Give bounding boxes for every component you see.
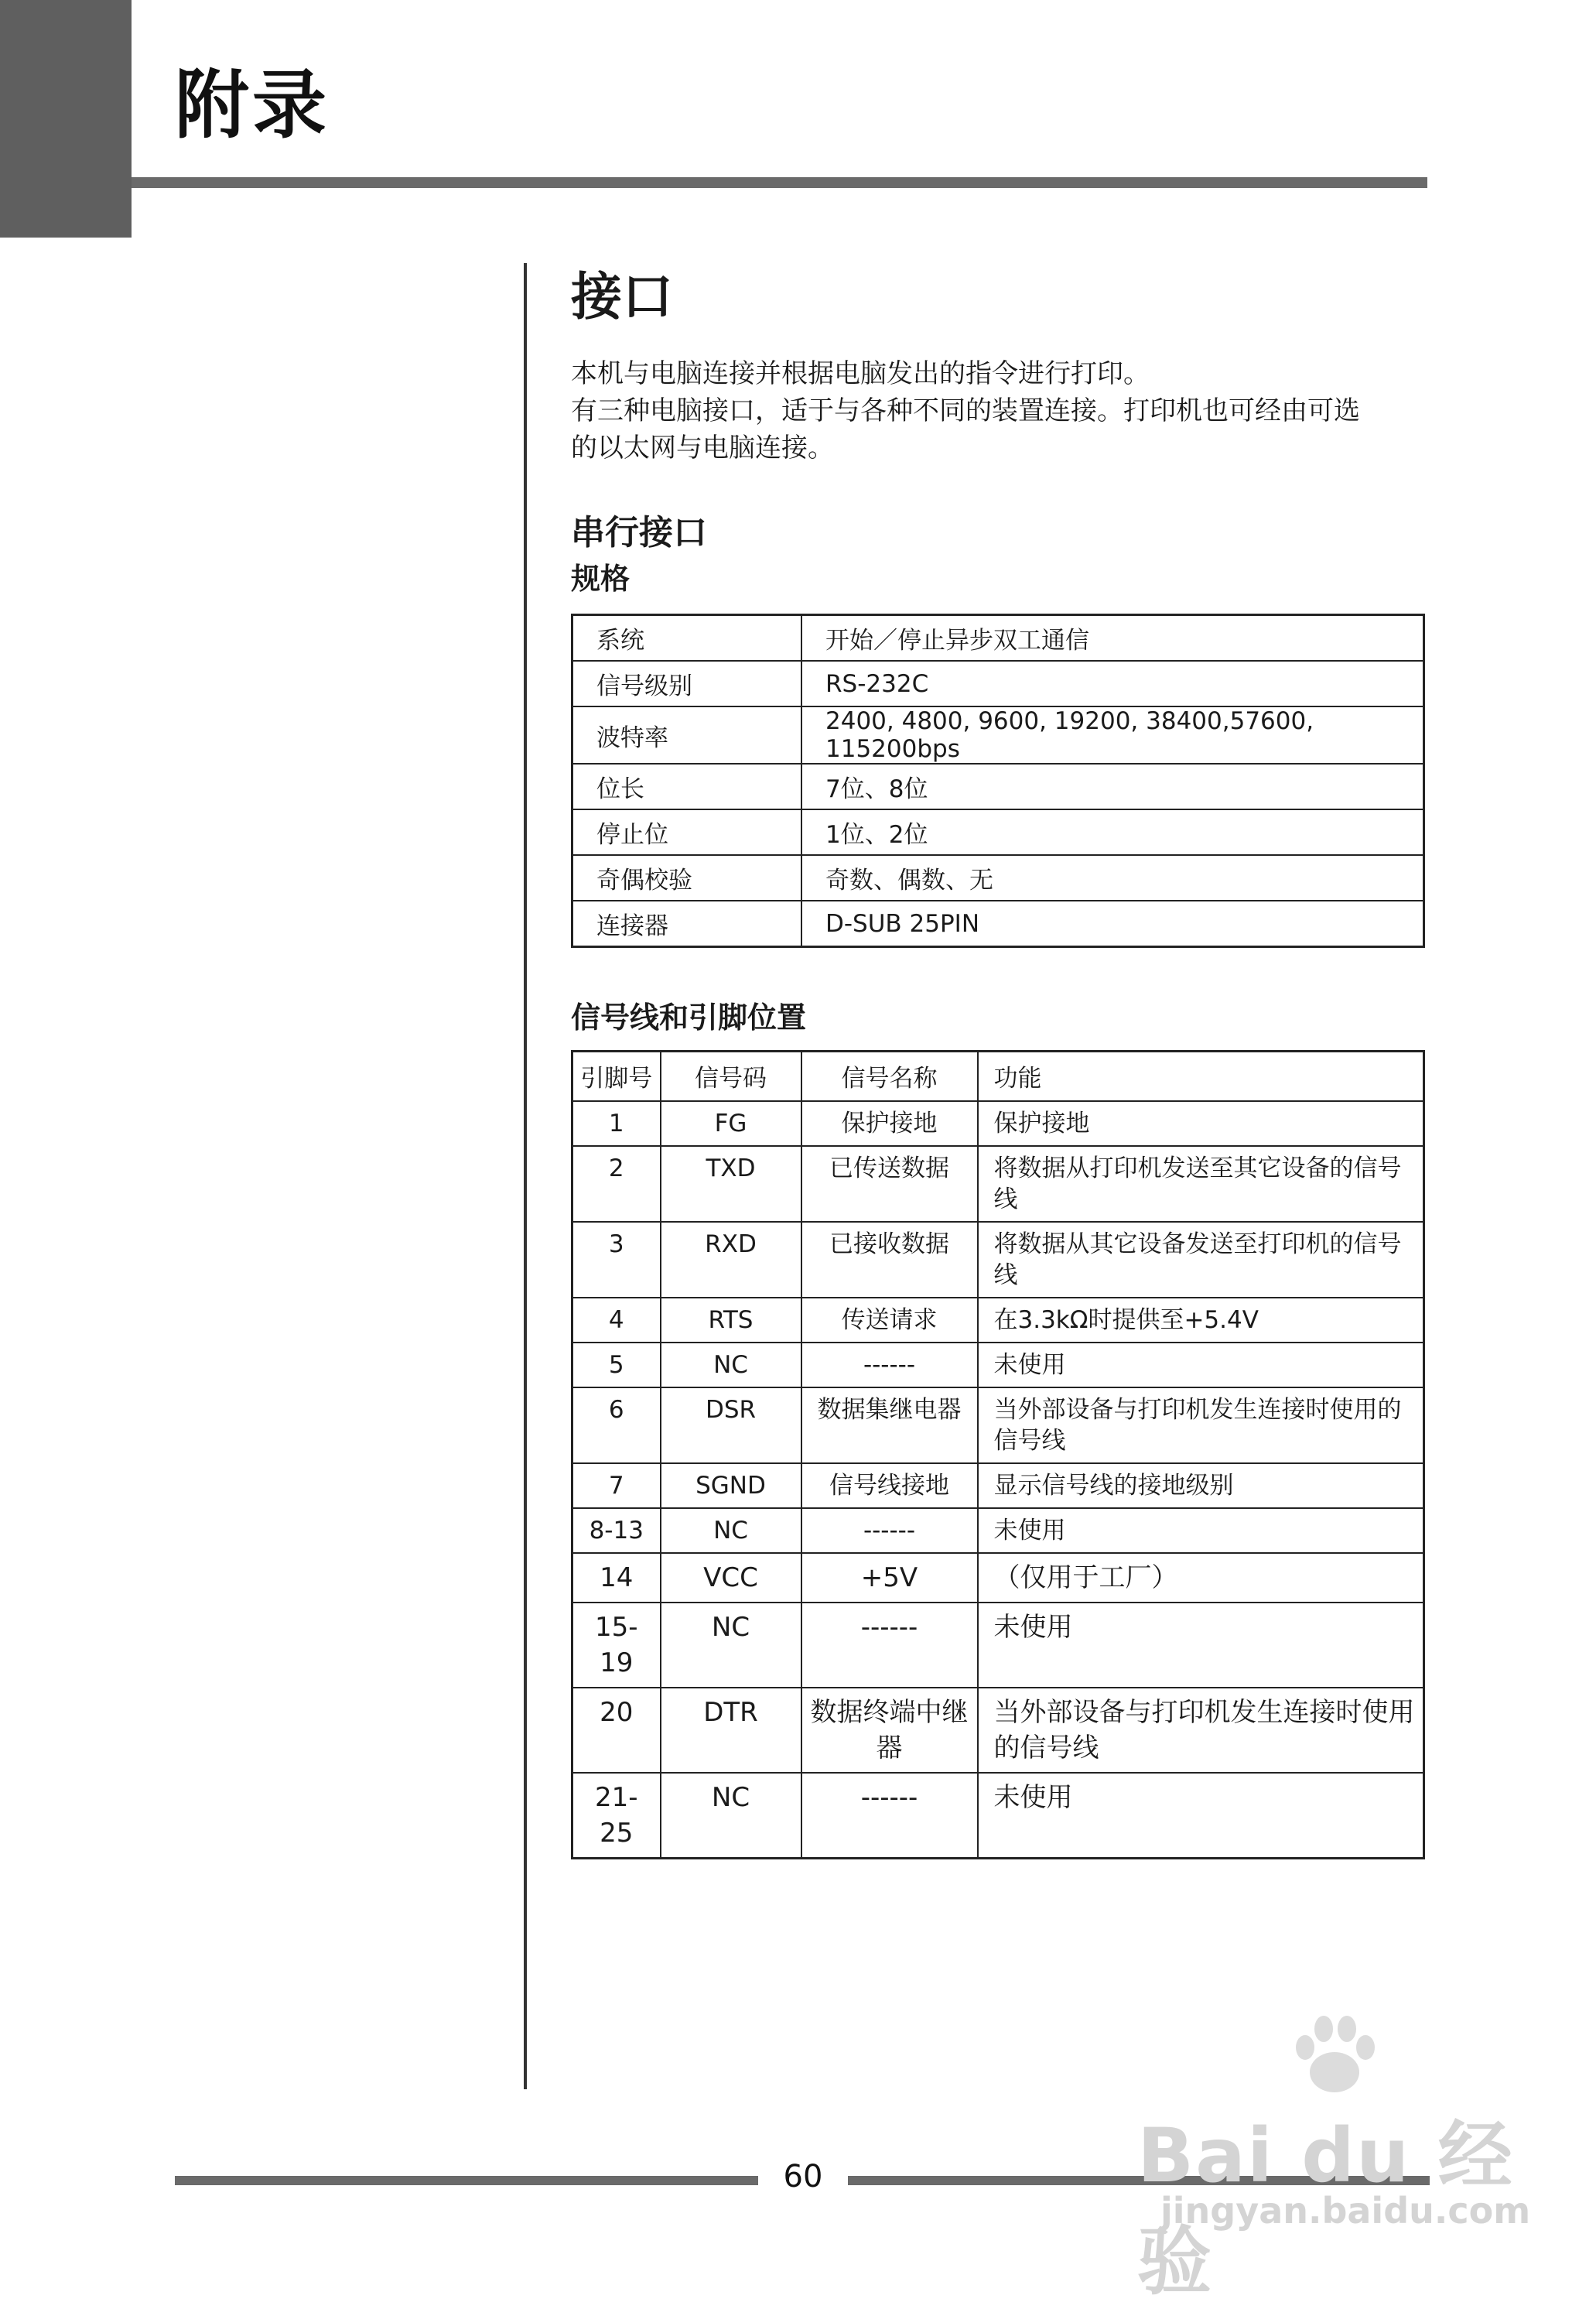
spec-key: 信号级别	[572, 661, 802, 706]
serial-interface-title: 串行接口	[571, 513, 707, 553]
spec-label: 规格	[571, 561, 631, 596]
section-title: 接口	[571, 267, 673, 327]
signal-code: NC	[661, 1773, 801, 1859]
table-row	[572, 1553, 1424, 1603]
signal-code: FG	[661, 1101, 801, 1146]
pin-number: 6	[572, 1387, 661, 1463]
page-number: 60	[783, 2159, 823, 2194]
header-code: 信号码	[661, 1051, 801, 1101]
pin-number: 20	[572, 1688, 661, 1773]
spec-table	[571, 614, 1425, 948]
intro-line: 本机与电脑连接并根据电脑发出的指令进行打印。	[571, 358, 1150, 390]
signal-function: 在3.3kΩ时提供至+5.4V	[978, 1298, 1424, 1343]
signal-name: ------	[801, 1343, 978, 1387]
margin-rule	[524, 263, 527, 2089]
signal-code: NC	[661, 1343, 801, 1387]
chapter-title: 附录	[175, 62, 330, 149]
pin-number: 7	[572, 1463, 661, 1508]
spec-value: 7位、8位	[801, 764, 1424, 809]
header-rule	[132, 177, 1427, 188]
spec-row	[572, 855, 1424, 901]
table-row	[572, 1146, 1424, 1222]
signal-function: 将数据从打印机发送至其它设备的信号线	[978, 1146, 1424, 1222]
pin-number: 5	[572, 1343, 661, 1387]
signal-name: 传送请求	[801, 1298, 978, 1343]
signal-name: ------	[801, 1773, 978, 1859]
signal-name: 已传送数据	[801, 1146, 978, 1222]
pin-number: 21-25	[572, 1773, 661, 1859]
pin-number: 8-13	[572, 1508, 661, 1553]
spec-row	[572, 706, 1424, 764]
spec-key: 奇偶校验	[572, 855, 802, 901]
spec-value: RS-232C	[801, 661, 1424, 706]
spec-key: 波特率	[572, 706, 802, 764]
watermark-url: jingyan.baidu.com	[1160, 2190, 1531, 2232]
header-name: 信号名称	[801, 1051, 978, 1101]
signal-name: 信号线接地	[801, 1463, 978, 1508]
signal-code: TXD	[661, 1146, 801, 1222]
signal-code: RXD	[661, 1222, 801, 1298]
signal-code: VCC	[661, 1553, 801, 1603]
paw-icon	[1288, 2012, 1381, 2097]
table-row	[572, 1688, 1424, 1773]
signal-name: +5V	[801, 1553, 978, 1603]
table-row	[572, 1101, 1424, 1146]
pin-number: 1	[572, 1101, 661, 1146]
intro-line: 有三种电脑接口，适于与各种不同的装置连接。打印机也可经由可选	[571, 395, 1360, 427]
section-intro	[571, 355, 1437, 467]
signal-name: 保护接地	[801, 1101, 978, 1146]
signal-function: 当外部设备与打印机发生连接时使用的信号线	[978, 1688, 1424, 1773]
spec-row	[572, 615, 1424, 662]
pin-number: 15-19	[572, 1603, 661, 1688]
spec-key: 连接器	[572, 901, 802, 947]
pin-number: 14	[572, 1553, 661, 1603]
signal-code: SGND	[661, 1463, 801, 1508]
table-row	[572, 1387, 1424, 1463]
signal-function: 未使用	[978, 1508, 1424, 1553]
baidu-watermark	[1137, 2012, 1540, 2305]
spec-row	[572, 809, 1424, 855]
table-row	[572, 1603, 1424, 1688]
footer-rule-left	[175, 2176, 758, 2185]
pin-number: 3	[572, 1222, 661, 1298]
signal-code: NC	[661, 1508, 801, 1553]
signal-name: 数据集继电器	[801, 1387, 978, 1463]
signal-function: 当外部设备与打印机发生连接时使用的信号线	[978, 1387, 1424, 1463]
signal-function: 显示信号线的接地级别	[978, 1463, 1424, 1508]
table-row	[572, 1773, 1424, 1859]
main-content	[571, 263, 1437, 1859]
intro-line: 的以太网与电脑连接。	[571, 433, 834, 464]
spec-key: 系统	[572, 615, 802, 662]
signal-code: RTS	[661, 1298, 801, 1343]
table-row	[572, 1298, 1424, 1343]
spec-value: 开始／停止异步双工通信	[801, 615, 1424, 662]
signal-function: 将数据从其它设备发送至打印机的信号线	[978, 1222, 1424, 1298]
table-row	[572, 1222, 1424, 1298]
spec-value: D-SUB 25PIN	[801, 901, 1424, 947]
signal-function: 未使用	[978, 1773, 1424, 1859]
spec-key: 停止位	[572, 809, 802, 855]
signal-code: DTR	[661, 1688, 801, 1773]
table-row	[572, 1343, 1424, 1387]
spec-row	[572, 901, 1424, 947]
spec-value: 1位、2位	[801, 809, 1424, 855]
header-function: 功能	[978, 1051, 1424, 1101]
signal-name: 数据终端中继器	[801, 1688, 978, 1773]
signal-name: 已接收数据	[801, 1222, 978, 1298]
spec-key: 位长	[572, 764, 802, 809]
table-row	[572, 1508, 1424, 1553]
spec-value: 2400, 4800, 9600, 19200, 38400,57600, 115200bps	[801, 706, 1424, 764]
table-row	[572, 1463, 1424, 1508]
chapter-tab-block	[0, 0, 132, 238]
signal-function: （仅用于工厂）	[978, 1553, 1424, 1603]
signal-function: 保护接地	[978, 1101, 1424, 1146]
watermark-brand: Bai du 经验	[1137, 2112, 1514, 2305]
signal-code: DSR	[661, 1387, 801, 1463]
spec-row	[572, 661, 1424, 706]
signal-code: NC	[661, 1603, 801, 1688]
pin-table-label: 信号线和引脚位置	[571, 1001, 807, 1035]
pin-number: 4	[572, 1298, 661, 1343]
signal-function: 未使用	[978, 1603, 1424, 1688]
spec-row	[572, 764, 1424, 809]
signal-function: 未使用	[978, 1343, 1424, 1387]
signal-name: ------	[801, 1508, 978, 1553]
spec-value: 奇数、偶数、无	[801, 855, 1424, 901]
pin-number: 2	[572, 1146, 661, 1222]
header-pin: 引脚号	[572, 1051, 661, 1101]
pin-table-header	[572, 1051, 1424, 1101]
pin-table	[571, 1050, 1425, 1859]
signal-name: ------	[801, 1603, 978, 1688]
